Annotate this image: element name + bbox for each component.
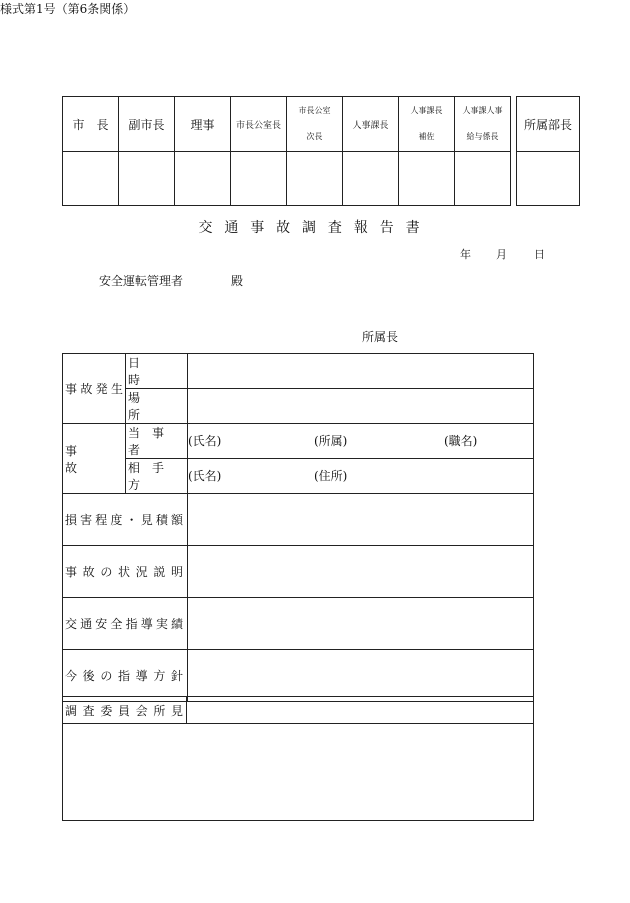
stamp-header-mayor: 市 長 bbox=[63, 97, 119, 152]
committee-findings-field[interactable] bbox=[63, 724, 534, 821]
party-position-label: (職名) bbox=[444, 434, 478, 448]
occurrence-label: 事故発生 bbox=[63, 354, 126, 424]
place-field[interactable] bbox=[188, 389, 534, 424]
addressee: 安全運転管理者 bbox=[99, 274, 184, 288]
party-field[interactable] bbox=[188, 424, 534, 459]
form-number: 様式第1号（第6条関係） bbox=[0, 2, 136, 16]
report-table bbox=[62, 353, 534, 702]
stamp-box[interactable] bbox=[399, 152, 455, 206]
sender-label: 所属長 bbox=[362, 330, 399, 344]
guidance-record-label: 交通安全指導実績 bbox=[63, 598, 188, 650]
date-month: 月 bbox=[496, 248, 507, 261]
date-day: 日 bbox=[534, 248, 545, 261]
future-policy-field[interactable] bbox=[188, 650, 534, 702]
stamp-header-vice-mayor: 副市長 bbox=[119, 97, 175, 152]
stamp-header-office-chief: 市長公室長 bbox=[231, 97, 287, 152]
committee-label: 調査委員会所見 bbox=[63, 697, 187, 724]
document-title: 交通事故調査報告書 bbox=[198, 220, 432, 236]
stamp-box[interactable] bbox=[231, 152, 287, 206]
date-year: 年 bbox=[460, 248, 471, 261]
parties-label: 事 故 bbox=[63, 424, 126, 494]
stamp-header-office-deputy: 市長公室 次長 bbox=[287, 97, 343, 152]
dept-head-stamp bbox=[516, 96, 580, 206]
opponent-address-label: (住所) bbox=[314, 469, 348, 483]
stamp-box[interactable] bbox=[175, 152, 231, 206]
approval-stamp-grid bbox=[62, 96, 511, 206]
stamp-header-hr-chief: 人事課長 bbox=[343, 97, 399, 152]
stamp-header-director: 理事 bbox=[175, 97, 231, 152]
future-policy-label: 今後の指導方針 bbox=[63, 650, 188, 702]
opponent-field[interactable] bbox=[188, 459, 534, 494]
stamp-header-hr-payroll: 人事課人事 給与係長 bbox=[455, 97, 511, 152]
party-affiliation-label: (所属) bbox=[314, 434, 348, 448]
opponent-label: 相 手 方 bbox=[126, 459, 188, 494]
honorific: 殿 bbox=[231, 274, 244, 288]
situation-label: 事故の状況説明 bbox=[63, 546, 188, 598]
party-name-label: (氏名) bbox=[188, 434, 222, 448]
stamp-box[interactable] bbox=[455, 152, 511, 206]
guidance-record-field[interactable] bbox=[188, 598, 534, 650]
opponent-name-label: (氏名) bbox=[188, 469, 222, 483]
dept-head-label: 所属部長 bbox=[517, 97, 580, 152]
damage-field[interactable] bbox=[188, 494, 534, 546]
stamp-box[interactable] bbox=[119, 152, 175, 206]
stamp-box[interactable] bbox=[517, 152, 580, 206]
party-label: 当 事 者 bbox=[126, 424, 188, 459]
stamp-box[interactable] bbox=[63, 152, 119, 206]
stamp-header-hr-assistant: 人事課長 補佐 bbox=[399, 97, 455, 152]
datetime-label: 日 時 bbox=[126, 354, 188, 389]
stamp-box[interactable] bbox=[287, 152, 343, 206]
stamp-box[interactable] bbox=[343, 152, 399, 206]
datetime-field[interactable] bbox=[188, 354, 534, 389]
damage-label: 損害程度・見積額 bbox=[63, 494, 188, 546]
situation-field[interactable] bbox=[188, 546, 534, 598]
place-label: 場 所 bbox=[126, 389, 188, 424]
committee-header-field[interactable] bbox=[187, 697, 534, 724]
committee-table bbox=[62, 696, 534, 821]
